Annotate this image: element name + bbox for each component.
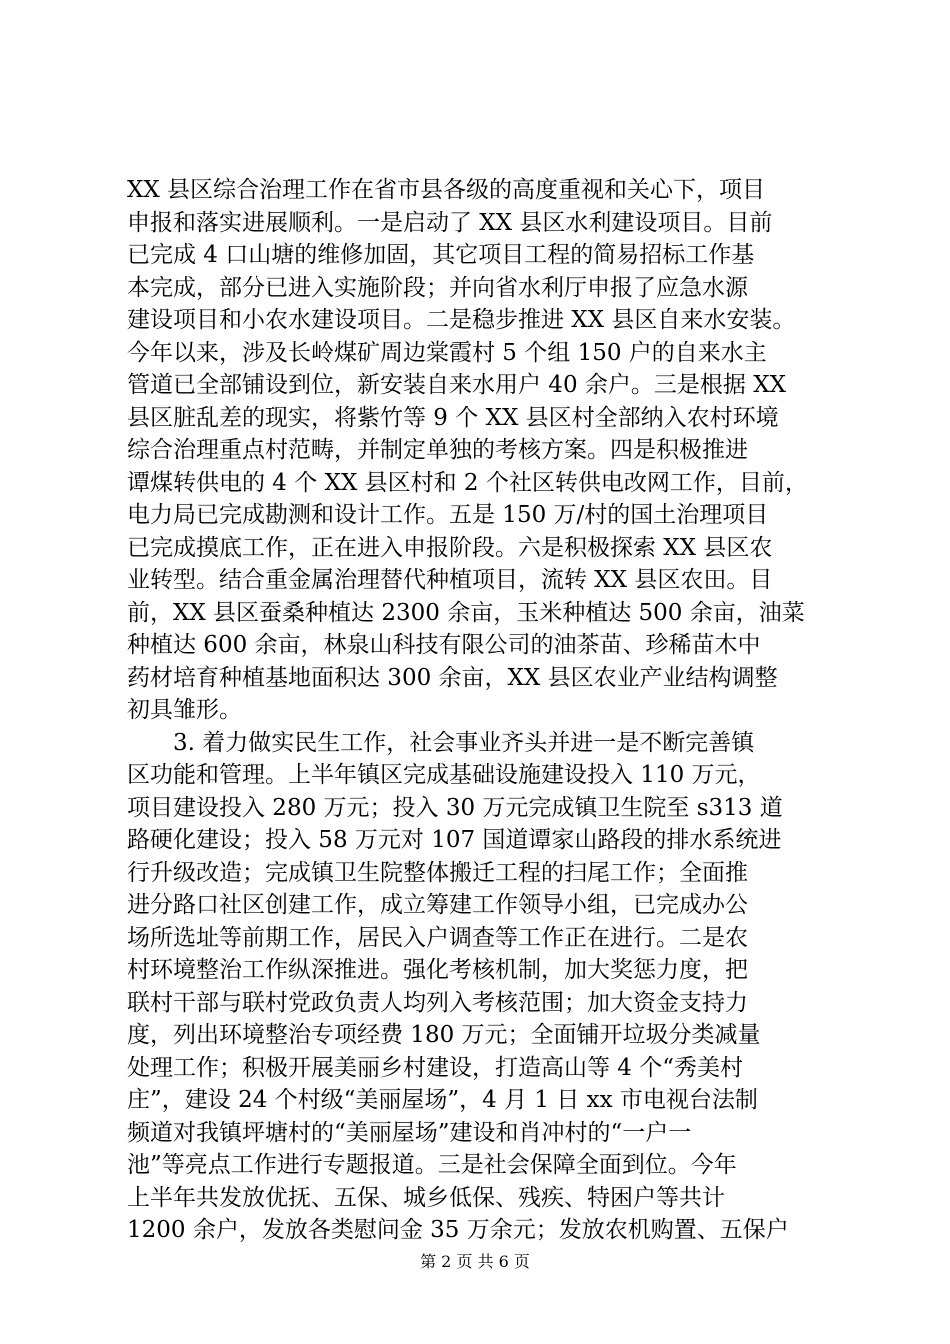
text-line: 上半年共发放优抚、五保、城乡低保、残疾、特困户等共计 <box>127 1184 725 1211</box>
text-line: 池”等亮点工作进行专题报道。三是社会保障全面到位。今年 <box>127 1152 737 1178</box>
text-line: 初具雏形。 <box>127 697 242 723</box>
text-line: 3. 着力做实民生工作，社会事业齐头并进一是不断完善镇 <box>127 729 755 756</box>
text-line: 进分路口社区创建工作，成立筹建工作领导小组，已完成办公 <box>127 892 748 918</box>
text-line: 今年以来，涉及长岭煤矿周边棠霞村 5 个组 150 户的自来水主 <box>127 339 767 366</box>
text-line: XX 县区综合治理工作在省市县各级的高度重视和关心下，项目 <box>127 177 766 203</box>
text-line: 村环境整治工作纵深推进。强化考核机制，加大奖惩力度，把 <box>127 957 748 983</box>
text-line: 前，XX 县区蚕桑种植达 2300 余亩，玉米种植达 500 余亩，油菜 <box>127 599 805 626</box>
text-line: 建设项目和小农水建设项目。二是稳步推进 XX 县区自来水安装。 <box>127 307 796 333</box>
text-line: 联村干部与联村党政负责人均列入考核范围；加大资金支持力 <box>127 989 748 1016</box>
text-line: 度，列出环境整治专项经费 180 万元；全面铺开垃圾分类减量 <box>127 1022 761 1048</box>
text-line: 场所选址等前期工作，居民入户调查等工作正在进行。二是农 <box>127 924 748 951</box>
text-line: 业转型。结合重金属治理替代种植项目，流转 XX 县区农田。目 <box>127 567 773 593</box>
text-line: 频道对我镇坪塘村的“美丽屋场”建设和肖冲村的“一户一 <box>127 1119 692 1146</box>
page-footer: 第 2 页 共 6 页 <box>420 1252 530 1271</box>
text-line: 管道已全部铺设到位，新安装自来水用户 40 余户。三是根据 XX <box>127 372 786 398</box>
text-line: 药材培育种植基地面积达 300 余亩，XX 县区农业产业结构调整 <box>127 664 778 691</box>
text-line: 种植达 600 余亩，林泉山科技有限公司的油茶苗、珍稀苗木中 <box>127 632 761 658</box>
text-line: 行升级改造；完成镇卫生院整体搬迁工程的扫尾工作；全面推 <box>127 859 748 886</box>
text-line: 谭煤转供电的 4 个 XX 县区村和 2 个社区转供电改网工作，目前， <box>127 469 808 496</box>
text-line: 本完成，部分已进入实施阶段；并向省水利厅申报了应急水源 <box>127 274 748 301</box>
text-line: 区功能和管理。上半年镇区完成基础设施建设投入 110 万元， <box>127 762 761 788</box>
text-line: 申报和落实进展顺利。一是启动了 XX 县区水利建设项目。目前 <box>127 209 773 236</box>
text-line: 已完成 4 口山塘的维修加固，其它项目工程的简易招标工作基 <box>127 242 755 268</box>
text-line: 综合治理重点村范畴，并制定单独的考核方案。四是积极推进 <box>127 437 748 463</box>
text-line: 处理工作；积极开展美丽乡村建设，打造高山等 4 个“秀美村 <box>127 1054 744 1081</box>
text-line: 路硬化建设；投入 58 万元对 107 国道谭家山路段的排水系统进 <box>127 827 782 853</box>
text-line: 庄”，建设 24 个村级“美丽屋场”，4 月 1 日 xx 市电视台法制 <box>127 1087 758 1113</box>
text-line: 电力局已完成勘测和设计工作。五是 150 万/村的国土治理项目 <box>127 502 769 528</box>
text-line: 项目建设投入 280 万元；投入 30 万元完成镇卫生院至 s313 道 <box>127 794 783 821</box>
text-line: 已完成摸底工作，正在进入申报阶段。六是积极探索 XX 县区农 <box>127 534 773 561</box>
text-line: 县区脏乱差的现实，将紫竹等 9 个 XX 县区村全部纳入农村环境 <box>127 404 779 431</box>
text-line: 1200 余户，发放各类慰问金 35 万余元；发放农机购置、五保户 <box>127 1217 789 1243</box>
